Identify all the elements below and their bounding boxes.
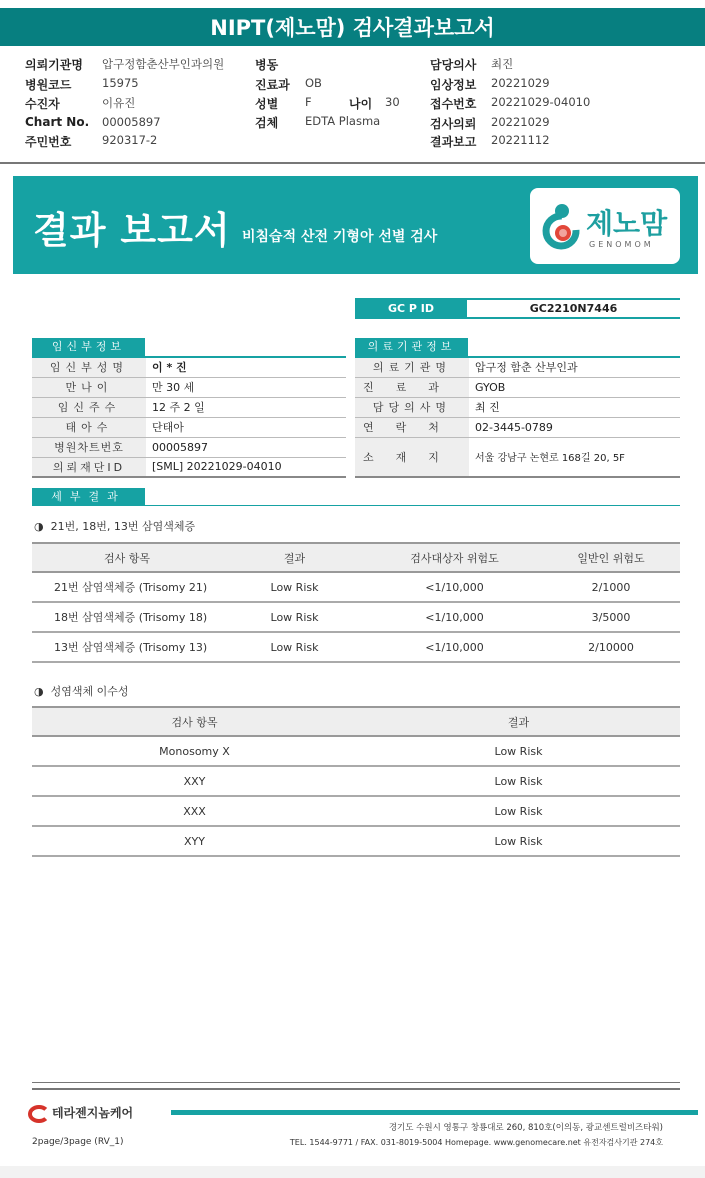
half-circle-icon: ◑ [34,685,44,698]
report-title: NIPT(제노맘) 검사결과보고서 [0,8,705,46]
column-header: 결과 [357,707,680,736]
info-row [32,417,346,437]
header-label: 성별 [255,97,279,111]
header-label: 임상정보 [430,78,477,92]
info-key: 연락처 [355,417,469,437]
column-header: 검사 항목 [32,707,357,736]
general-risk-cell: 2/10000 [542,632,680,662]
result-cell: Low Risk [357,766,680,796]
bottom-strip [0,1166,705,1178]
header-label: 나이 [349,97,373,111]
info-value: 00005897 [146,437,346,457]
test-item: XXX [32,796,357,826]
header-value: OB [305,76,322,90]
result-cell: Low Risk [222,572,367,602]
header-value: 20221029 [491,115,550,129]
table-row [32,826,680,856]
header-value: 920317-2 [102,133,158,147]
header-label: 진료과 [255,78,290,92]
patient-info-table [32,356,346,478]
header-value: 20221112 [491,133,550,147]
footer-divider [32,1082,680,1090]
test-item: XYY [32,826,357,856]
header-value: 15975 [102,76,139,90]
info-key: 태아수 [32,417,146,437]
test-item: 13번 삼염색체증 (Trisomy 13) [32,632,222,662]
sexchrom-heading-text: 성염색체 이수성 [50,685,129,698]
info-key: 의료기관명 [355,357,469,377]
hospital-info-table [355,356,680,478]
gcp-id-label: GC P ID [355,298,467,319]
info-row [355,417,680,437]
header-label: 검사의뢰 [430,117,477,131]
general-risk-cell: 3/5000 [542,602,680,632]
banner-title: 결과 보고서 [33,209,231,252]
hospital-section-title: 의료기관정보 [355,338,468,356]
table-row [32,796,680,826]
logo-text: 제노맘 [586,207,668,240]
header-label: 접수번호 [430,97,477,111]
table-header-row [32,707,680,736]
info-key: 병원차트번호 [32,437,146,457]
genomom-logo [530,188,680,264]
info-value: 서울 강남구 논현로 168길 20, 5F [469,437,680,477]
sexchrom-heading [34,683,129,699]
footer-address: 경기도 수원시 영통구 창룡대로 260, 810호(이의동, 광교센트럴비즈타워) [388,1123,663,1133]
header-label: Chart No. [25,115,90,129]
subject-risk-cell: <1/10,000 [367,632,542,662]
column-header: 검사대상자 위험도 [367,543,542,572]
detail-section-title: 세부결과 [32,488,145,506]
header-label: 검체 [255,116,279,130]
header-value: 이유진 [102,96,136,110]
header-value: 20221029-04010 [491,95,591,109]
header-value: F [305,95,312,109]
header-label: 담당의사 [430,58,477,72]
result-cell: Low Risk [357,736,680,766]
subject-risk-cell: <1/10,000 [367,602,542,632]
header-label: 주민번호 [25,135,72,149]
header-value: 최진 [491,57,514,71]
genomom-logo-icon [540,202,584,250]
trisomy-heading-text: 21번, 18번, 13번 삼염색체증 [50,520,196,533]
banner-subtitle: 비침습적 산전 기형아 선별 검사 [242,229,438,245]
result-cell: Low Risk [222,632,367,662]
info-value: 단태아 [146,417,346,437]
test-item: 18번 삼염색체증 (Trisomy 18) [32,602,222,632]
patient-section-title: 임신부정보 [32,338,145,356]
table-row [32,602,680,632]
info-row [355,377,680,397]
info-key: 담당의사명 [355,397,469,417]
trisomy-heading [34,518,195,534]
info-row [355,437,680,477]
info-row [32,457,346,477]
info-row [32,397,346,417]
header-value: 30 [385,95,400,109]
column-header: 검사 항목 [32,543,222,572]
result-cell: Low Risk [222,602,367,632]
header-value: 압구정함춘산부인과의원 [102,57,225,71]
info-key: 만나이 [32,377,146,397]
test-item: 21번 삼염색체증 (Trisomy 21) [32,572,222,602]
header-label: 병동 [255,58,279,72]
info-value: 만 30 세 [146,377,346,397]
gcp-id-value: GC2210N7446 [467,298,680,319]
info-row [355,357,680,377]
result-cell: Low Risk [357,796,680,826]
header-label: 의뢰기관명 [25,58,83,72]
subject-risk-cell: <1/10,000 [367,572,542,602]
table-row [32,632,680,662]
header-label: 결과보고 [430,135,477,149]
half-circle-icon: ◑ [34,520,44,533]
info-key: 소재지 [355,437,469,477]
result-banner [13,176,698,274]
header-value: 00005897 [102,115,161,129]
info-value: 12 주 2 일 [146,397,346,417]
column-header: 일반인 위험도 [542,543,680,572]
logo-subtext: GENOMOM [589,240,654,249]
info-row [32,377,346,397]
sexchrom-table [32,706,680,857]
info-row [355,397,680,417]
info-value: 최 진 [469,397,680,417]
company-logo-icon [28,1105,50,1123]
trisomy-table [32,542,680,663]
info-value: GYOB [469,377,680,397]
info-key: 의뢰재단ID [32,457,146,477]
result-cell: Low Risk [357,826,680,856]
table-row [32,736,680,766]
info-key: 임신주수 [32,397,146,417]
header-label: 수진자 [25,97,60,111]
footer-accent-bar [171,1110,698,1115]
info-key: 진료과 [355,377,469,397]
info-key: 임신부성명 [32,357,146,377]
column-header: 결과 [222,543,367,572]
footer-contact: TEL. 1544-9771 / FAX. 031-8019-5004 Homepage. www.genomecare.net 유전자검사기관 274호 [289,1138,663,1147]
company-name: 테라젠지놈케어 [52,1106,134,1120]
info-row [32,437,346,457]
detail-divider [145,505,680,506]
header-value: 20221029 [491,76,550,90]
info-value: 압구정 함춘 산부인과 [469,357,680,377]
test-item: XXY [32,766,357,796]
info-row [32,357,346,377]
info-value: 이 * 진 [146,357,346,377]
table-row [32,766,680,796]
header-value: EDTA Plasma [305,114,381,128]
page-number: 2page/3page (RV_1) [32,1137,124,1147]
general-risk-cell: 2/1000 [542,572,680,602]
company-logo [28,1104,133,1123]
table-header-row [32,543,680,572]
info-value: [SML] 20221029-04010 [146,457,346,477]
test-item: Monosomy X [32,736,357,766]
report-header [0,46,705,164]
info-value: 02-3445-0789 [469,417,680,437]
header-label: 병원코드 [25,78,72,92]
table-row [32,572,680,602]
